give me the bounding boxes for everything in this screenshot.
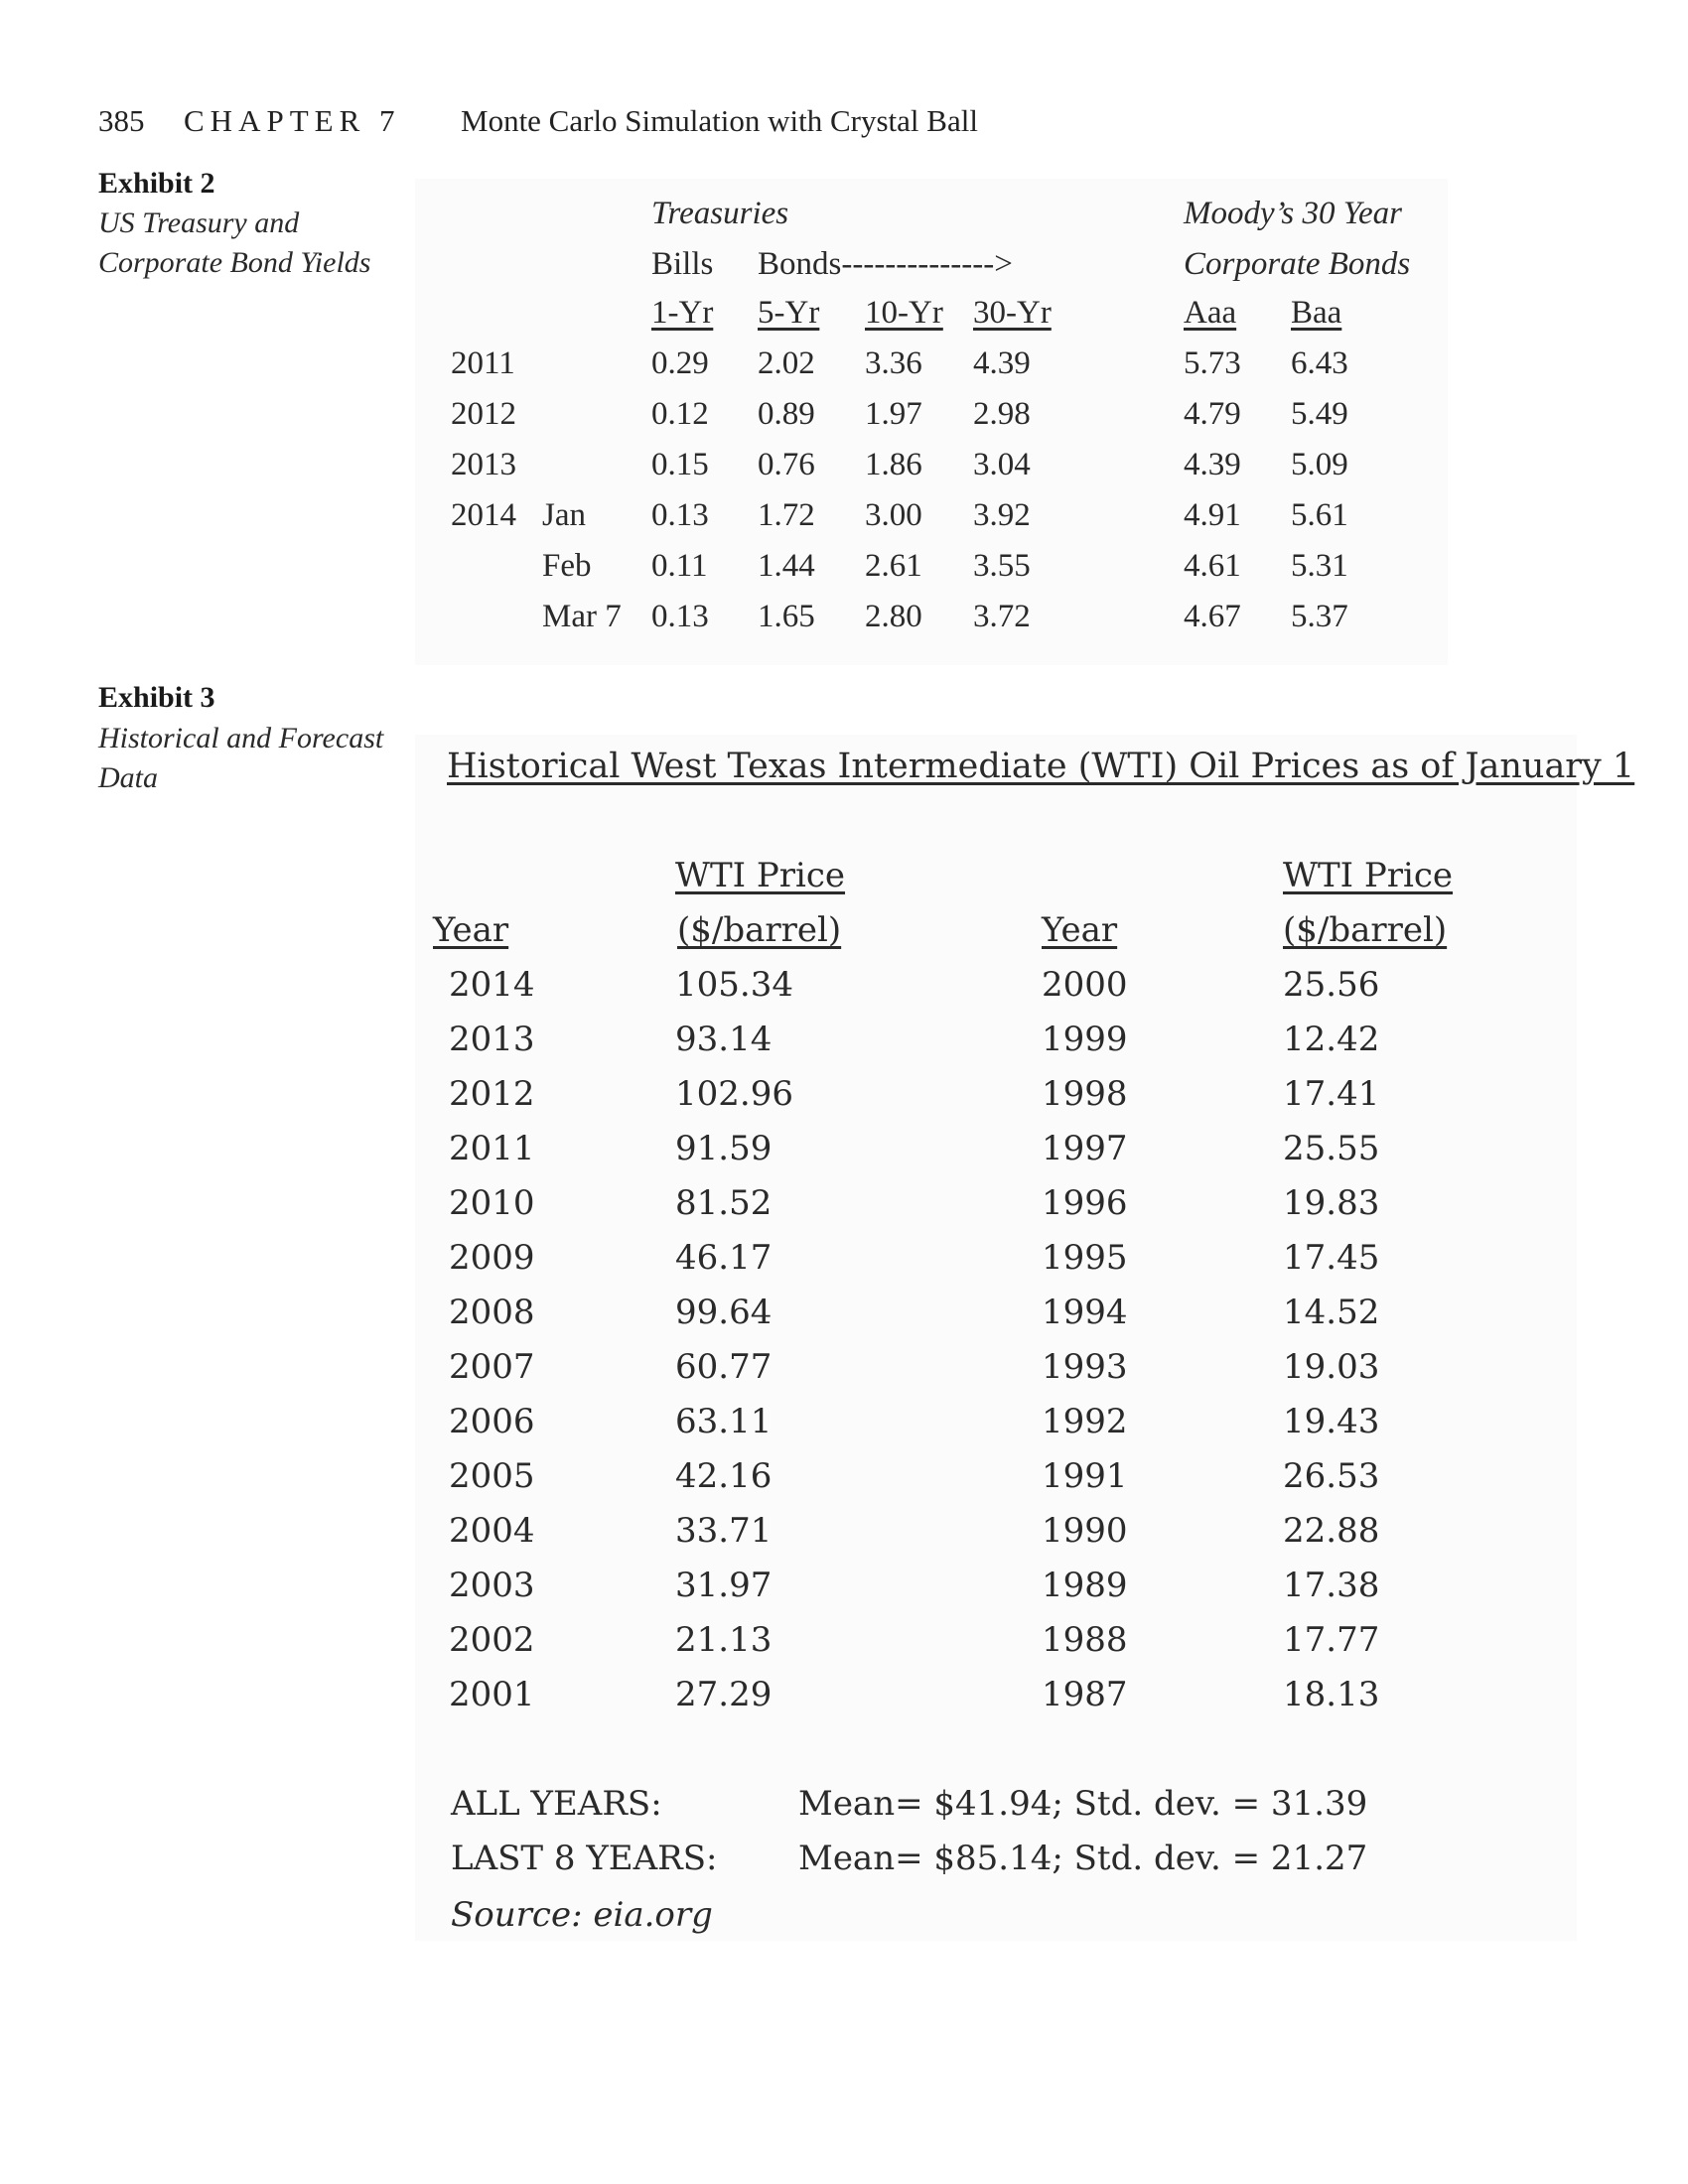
yield-cell: 5.73 <box>1184 345 1241 381</box>
left-price-cell: 21.13 <box>675 1620 773 1660</box>
yield-cell: 6.43 <box>1291 345 1348 381</box>
yield-cell: 2.98 <box>973 396 1031 432</box>
right-price-cell: 19.03 <box>1283 1347 1380 1387</box>
yield-cell: 2.80 <box>865 599 922 634</box>
column-header: Aaa <box>1184 295 1237 331</box>
exhibit3-caption-line1: Historical and Forecast <box>98 722 384 754</box>
page-number: 385 <box>98 103 145 138</box>
left-year-cell: 2009 <box>449 1238 535 1278</box>
yield-cell: 5.31 <box>1291 548 1348 584</box>
column-header: 1-Yr <box>651 295 714 331</box>
left-year-cell: 2008 <box>449 1293 535 1332</box>
left-year-cell: 2006 <box>449 1402 535 1441</box>
left-price-header-line1: WTI Price <box>675 856 846 895</box>
yield-cell: 1.65 <box>758 599 815 634</box>
left-price-cell: 31.97 <box>675 1566 773 1605</box>
yield-cell: 0.89 <box>758 396 815 432</box>
row-month: Feb <box>542 548 592 584</box>
yield-cell: 2.61 <box>865 548 922 584</box>
bills-heading: Bills <box>651 246 714 282</box>
right-price-cell: 26.53 <box>1283 1456 1380 1496</box>
right-price-cell: 14.52 <box>1283 1293 1380 1332</box>
yield-cell: 0.13 <box>651 497 709 533</box>
left-price-cell: 81.52 <box>675 1183 773 1223</box>
row-month: Jan <box>542 497 586 533</box>
yield-cell: 1.86 <box>865 447 922 482</box>
summary-all-years-label: ALL YEARS: <box>451 1784 662 1824</box>
right-price-cell: 17.45 <box>1283 1238 1380 1278</box>
column-header: Baa <box>1291 295 1342 331</box>
right-year-cell: 1988 <box>1042 1620 1128 1660</box>
yield-cell: 3.04 <box>973 447 1031 482</box>
yield-cell: 5.49 <box>1291 396 1348 432</box>
right-year-cell: 1998 <box>1042 1074 1128 1114</box>
right-price-cell: 12.42 <box>1283 1020 1380 1059</box>
right-price-cell: 22.88 <box>1283 1511 1380 1551</box>
right-price-cell: 17.38 <box>1283 1566 1380 1605</box>
summary-last-8-value: Mean= $85.14; Std. dev. = 21.27 <box>798 1839 1368 1878</box>
left-price-header-line2: ($/barrel) <box>677 910 842 950</box>
yield-cell: 2.02 <box>758 345 815 381</box>
left-year-cell: 2004 <box>449 1511 535 1551</box>
treasuries-heading: Treasuries <box>651 196 789 231</box>
left-price-cell: 63.11 <box>675 1402 773 1441</box>
left-price-cell: 93.14 <box>675 1020 773 1059</box>
right-year-cell: 1990 <box>1042 1511 1128 1551</box>
right-year-cell: 1993 <box>1042 1347 1128 1387</box>
yield-cell: 4.61 <box>1184 548 1241 584</box>
yield-cell: 3.00 <box>865 497 922 533</box>
left-year-cell: 2012 <box>449 1074 535 1114</box>
yield-cell: 0.13 <box>651 599 709 634</box>
row-year: 2011 <box>451 345 515 381</box>
right-price-cell: 25.56 <box>1283 965 1380 1005</box>
left-price-cell: 99.64 <box>675 1293 773 1332</box>
yield-cell: 5.09 <box>1291 447 1348 482</box>
yield-cell: 4.79 <box>1184 396 1241 432</box>
left-price-cell: 102.96 <box>675 1074 793 1114</box>
row-year: 2014 <box>451 497 516 533</box>
exhibit2-label: Exhibit 2 <box>98 167 215 200</box>
right-year-cell: 1989 <box>1042 1566 1128 1605</box>
column-header: 30-Yr <box>973 295 1052 331</box>
left-price-cell: 27.29 <box>675 1675 773 1714</box>
yield-cell: 3.36 <box>865 345 922 381</box>
left-year-cell: 2011 <box>449 1129 535 1168</box>
yield-cell: 4.67 <box>1184 599 1241 634</box>
left-price-cell: 46.17 <box>675 1238 773 1278</box>
right-year-cell: 1994 <box>1042 1293 1128 1332</box>
yield-cell: 0.76 <box>758 447 815 482</box>
yield-cell: 0.12 <box>651 396 709 432</box>
yield-cell: 0.15 <box>651 447 709 482</box>
left-year-cell: 2001 <box>449 1675 535 1714</box>
right-year-cell: 2000 <box>1042 965 1128 1005</box>
right-year-cell: 1987 <box>1042 1675 1128 1714</box>
left-year-cell: 2013 <box>449 1020 535 1059</box>
left-year-cell: 2005 <box>449 1456 535 1496</box>
left-price-cell: 91.59 <box>675 1129 773 1168</box>
left-year-header: Year <box>433 910 509 950</box>
right-year-header: Year <box>1042 910 1118 950</box>
exhibit3-label: Exhibit 3 <box>98 681 215 714</box>
chapter-title: Monte Carlo Simulation with Crystal Ball <box>461 103 978 138</box>
yield-cell: 3.72 <box>973 599 1031 634</box>
left-year-cell: 2002 <box>449 1620 535 1660</box>
exhibit3-caption-line2: Data <box>98 761 158 794</box>
yield-cell: 4.39 <box>1184 447 1241 482</box>
yield-cell: 3.55 <box>973 548 1031 584</box>
yield-cell: 1.97 <box>865 396 922 432</box>
yield-cell: 5.37 <box>1291 599 1348 634</box>
right-price-cell: 17.41 <box>1283 1074 1380 1114</box>
left-year-cell: 2003 <box>449 1566 535 1605</box>
moodys-heading-line2: Corporate Bonds <box>1184 246 1411 282</box>
exhibit2-caption-line1: US Treasury and <box>98 206 300 239</box>
left-price-cell: 33.71 <box>675 1511 773 1551</box>
right-price-header-line2: ($/barrel) <box>1283 910 1448 950</box>
right-year-cell: 1991 <box>1042 1456 1128 1496</box>
moodys-heading-line1: Moody’s 30 Year <box>1184 196 1403 231</box>
yield-cell: 0.11 <box>651 548 708 584</box>
left-year-cell: 2007 <box>449 1347 535 1387</box>
summary-last-8-label: LAST 8 YEARS: <box>451 1839 718 1878</box>
right-price-cell: 25.55 <box>1283 1129 1380 1168</box>
yield-cell: 3.92 <box>973 497 1031 533</box>
source-note: Source: eia.org <box>451 1895 713 1935</box>
left-price-cell: 105.34 <box>675 965 793 1005</box>
summary-all-years-value: Mean= $41.94; Std. dev. = 31.39 <box>798 1784 1368 1824</box>
row-year: 2012 <box>451 396 516 432</box>
chapter-label: CHAPTER 7 <box>184 103 401 138</box>
bonds-heading: Bonds--------------> <box>758 246 1013 282</box>
yield-cell: 4.91 <box>1184 497 1241 533</box>
right-price-cell: 19.43 <box>1283 1402 1380 1441</box>
left-year-cell: 2010 <box>449 1183 535 1223</box>
right-year-cell: 1992 <box>1042 1402 1128 1441</box>
row-month: Mar 7 <box>542 599 622 634</box>
row-year: 2013 <box>451 447 516 482</box>
right-year-cell: 1996 <box>1042 1183 1128 1223</box>
yield-cell: 4.39 <box>973 345 1031 381</box>
left-price-cell: 42.16 <box>675 1456 773 1496</box>
right-price-cell: 19.83 <box>1283 1183 1380 1223</box>
left-price-cell: 60.77 <box>675 1347 773 1387</box>
yield-cell: 1.72 <box>758 497 815 533</box>
right-price-cell: 18.13 <box>1283 1675 1380 1714</box>
left-year-cell: 2014 <box>449 965 535 1005</box>
yield-cell: 0.29 <box>651 345 709 381</box>
column-header: 10-Yr <box>865 295 943 331</box>
column-header: 5-Yr <box>758 295 820 331</box>
right-year-cell: 1999 <box>1042 1020 1128 1059</box>
yield-cell: 5.61 <box>1291 497 1348 533</box>
right-year-cell: 1995 <box>1042 1238 1128 1278</box>
right-price-cell: 17.77 <box>1283 1620 1380 1660</box>
exhibit2-caption-line2: Corporate Bond Yields <box>98 246 371 279</box>
right-year-cell: 1997 <box>1042 1129 1128 1168</box>
yield-cell: 1.44 <box>758 548 815 584</box>
wti-table-title: Historical West Texas Intermediate (WTI) Oil Prices as of January 1 <box>447 747 1635 786</box>
right-price-header-line1: WTI Price <box>1283 856 1454 895</box>
